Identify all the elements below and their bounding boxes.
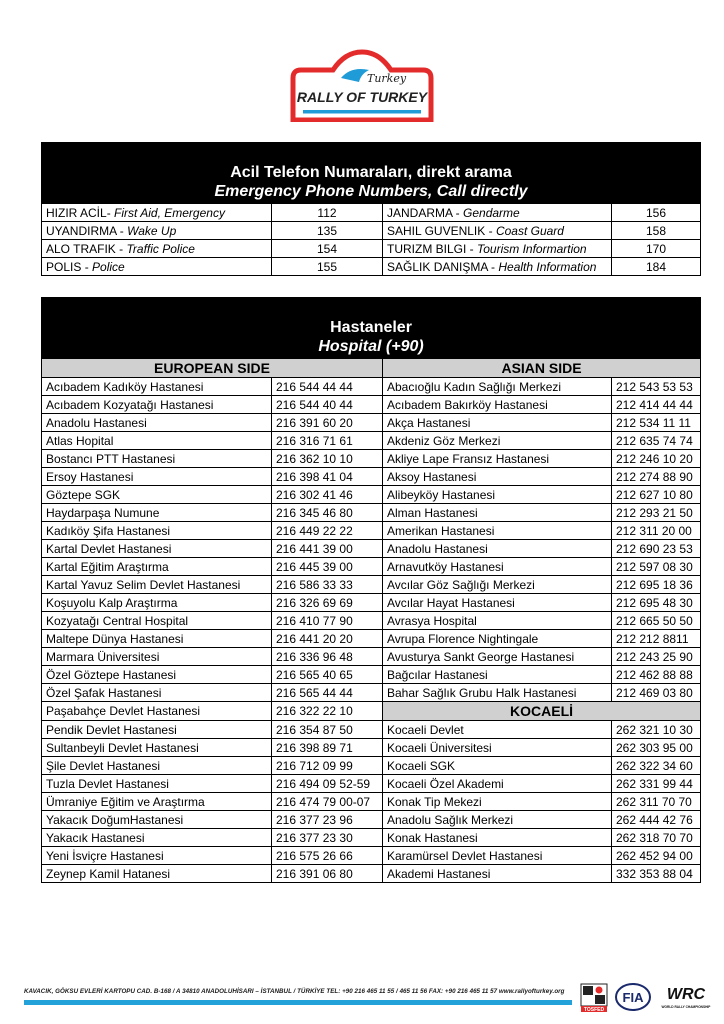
hospital-row: [42, 486, 701, 504]
hospital-row: [42, 612, 701, 630]
european-hospital-name: Koşuyolu Kalp Araştırma: [42, 594, 272, 612]
emergency-number: 154: [272, 240, 383, 258]
service-name-en: Gendarme: [463, 205, 520, 220]
service-separator: -: [487, 259, 499, 274]
asian-hospital-name: Arnavutköy Hastanesi: [383, 558, 612, 576]
european-hospital-name: Pendik Devlet Hastanesi: [42, 721, 272, 739]
emergency-number: 112: [272, 204, 383, 222]
european-hospital-phone: 216 326 69 69: [272, 594, 383, 612]
asian-hospital-phone: 212 469 03 80: [612, 684, 701, 702]
service-separator: -: [452, 205, 464, 220]
hospital-row: [42, 847, 701, 865]
european-hospital-name: Anadolu Hastanesi: [42, 414, 272, 432]
emergency-row: [42, 240, 701, 258]
hospital-row: [42, 684, 701, 702]
asian-hospital-phone: 212 293 21 50: [612, 504, 701, 522]
emergency-row: [42, 204, 701, 222]
european-hospital-name: Göztepe SGK: [42, 486, 272, 504]
emergency-service-label: [42, 240, 272, 258]
hospital-row: [42, 721, 701, 739]
emergency-service-label: [383, 204, 612, 222]
kocaeli-hospital-name: Kocaeli Üniversitesi: [383, 739, 612, 757]
european-hospital-phone: 216 474 79 00-07: [272, 793, 383, 811]
service-separator: -: [485, 223, 496, 238]
kocaeli-hospital-name: Kocaeli Devlet: [383, 721, 612, 739]
kocaeli-hospital-name: Konak Hastanesi: [383, 829, 612, 847]
european-hospital-name: Atlas Hopital: [42, 432, 272, 450]
asian-hospital-name: Amerikan Hastanesi: [383, 522, 612, 540]
asian-hospital-name: Abacıoğlu Kadın Sağlığı Merkezi: [383, 378, 612, 396]
emergency-number: 155: [272, 258, 383, 276]
logo-text: RALLY OF TURKEY: [296, 89, 428, 105]
service-separator: -: [81, 259, 93, 274]
european-hospital-phone: 216 322 22 10: [272, 702, 383, 721]
kocaeli-hospital-phone: 262 331 99 44: [612, 775, 701, 793]
european-hospital-phone: 216 445 39 00: [272, 558, 383, 576]
hospital-row: [42, 468, 701, 486]
asian-hospital-name: Akdeniz Göz Merkezi: [383, 432, 612, 450]
european-hospital-name: Haydarpaşa Numune: [42, 504, 272, 522]
hospital-title-tr: Hastaneler: [330, 319, 412, 336]
hospital-row: [42, 775, 701, 793]
footer-address: KAVACIK, GÖKSU EVLERİ KARTOPU CAD. B-168 / A 34810 ANADOLUHİSARI – İSTANBUL / TÜRKİYE TEL: +90 216 465 11 55 / 465 11 56 FAX: +90 216 465 11 57 www.rallyofturkey.org: [24, 988, 565, 995]
service-name-en: Health Information: [498, 259, 597, 274]
european-hospital-phone: 216 354 87 50: [272, 721, 383, 739]
asian-hospital-phone: 212 243 25 90: [612, 648, 701, 666]
service-separator: -: [116, 223, 128, 238]
asian-hospital-name: Akça Hastanesi: [383, 414, 612, 432]
european-hospital-phone: 216 345 46 80: [272, 504, 383, 522]
hospital-row: [42, 739, 701, 757]
kocaeli-hospital-name: Kocaeli Özel Akademi: [383, 775, 612, 793]
footer-bar: [24, 1000, 572, 1005]
hospital-header: [42, 298, 701, 359]
kocaeli-hospital-phone: 332 353 88 04: [612, 865, 701, 883]
asian-hospital-phone: 212 543 53 53: [612, 378, 701, 396]
kocaeli-hospital-phone: 262 452 94 00: [612, 847, 701, 865]
european-hospital-phone: 216 441 20 20: [272, 630, 383, 648]
kocaeli-hospital-name: Karamürsel Devlet Hastanesi: [383, 847, 612, 865]
fia-logo: [615, 983, 651, 1011]
asian-hospital-phone: 212 212 8811: [612, 630, 701, 648]
asian-hospital-name: Anadolu Hastanesi: [383, 540, 612, 558]
asian-hospital-name: Avrasya Hospital: [383, 612, 612, 630]
asian-hospital-name: Alibeyköy Hastanesi: [383, 486, 612, 504]
kocaeli-hospital-name: Akademi Hastanesi: [383, 865, 612, 883]
kocaeli-header: KOCAELİ: [383, 702, 701, 721]
service-name-en: Wake Up: [127, 223, 177, 238]
european-hospital-name: Kartal Eğitim Araştırma: [42, 558, 272, 576]
european-hospital-name: Maltepe Dünya Hastanesi: [42, 630, 272, 648]
service-name-en: Coast Guard: [495, 223, 564, 238]
hospital-row: [42, 865, 701, 883]
service-name-en: First Aid, Emergency: [114, 205, 225, 220]
tosfed-logo: [580, 983, 608, 1013]
kocaeli-hospital-phone: 262 444 42 76: [612, 811, 701, 829]
hospital-title-en: Hospital (+90): [318, 338, 424, 355]
hospital-row: [42, 829, 701, 847]
wrc-logo: [660, 983, 712, 1011]
svg-text:TOSFED: TOSFED: [583, 1007, 605, 1013]
emergency-row: [42, 258, 701, 276]
service-name-en: Traffic Police: [126, 241, 195, 256]
asian-hospital-phone: 212 665 50 50: [612, 612, 701, 630]
emergency-service-label: [42, 222, 272, 240]
asian-hospital-name: Bahar Sağlık Grubu Halk Hastanesi: [383, 684, 612, 702]
svg-text:WORLD RALLY CHAMPIONSHIP: WORLD RALLY CHAMPIONSHIP: [661, 1005, 711, 1009]
kocaeli-hospital-phone: 262 311 70 70: [612, 793, 701, 811]
european-hospital-phone: 216 712 09 99: [272, 757, 383, 775]
hospital-row: [42, 793, 701, 811]
emergency-service-label: [383, 240, 612, 258]
hospital-row: [42, 576, 701, 594]
asian-hospital-phone: 212 690 23 53: [612, 540, 701, 558]
hospital-row: [42, 378, 701, 396]
service-name-tr: HIZIR ACİL: [46, 205, 107, 220]
asian-hospital-phone: 212 695 48 30: [612, 594, 701, 612]
european-hospital-phone: 216 377 23 30: [272, 829, 383, 847]
hospital-row: [42, 666, 701, 684]
asian-hospital-phone: 212 534 11 11: [612, 414, 701, 432]
hospital-row: [42, 558, 701, 576]
european-hospital-name: Paşabahçe Devlet Hastanesi: [42, 702, 272, 721]
european-hospital-phone: 216 398 89 71: [272, 739, 383, 757]
asian-hospital-name: Akliye Lape Fransız Hastanesi: [383, 450, 612, 468]
european-hospital-phone: 216 441 39 00: [272, 540, 383, 558]
emergency-title-tr: Acil Telefon Numaraları, direkt arama: [230, 164, 512, 181]
emergency-header: [42, 143, 701, 204]
asian-hospital-name: Aksoy Hastanesi: [383, 468, 612, 486]
svg-text:FIA: FIA: [622, 990, 644, 1005]
hospital-row: [42, 630, 701, 648]
logo-script: Turkey: [367, 72, 407, 85]
service-name-tr: SAĞLIK DANIŞMA: [387, 259, 488, 274]
service-name-en: Police: [92, 259, 125, 274]
kocaeli-hospital-phone: 262 303 95 00: [612, 739, 701, 757]
kocaeli-hospital-name: Kocaeli SGK: [383, 757, 612, 775]
asian-hospital-name: Alman Hastanesi: [383, 504, 612, 522]
european-hospital-name: Kozyatağı Central Hospital: [42, 612, 272, 630]
european-hospital-name: Marmara Üniversitesi: [42, 648, 272, 666]
hospital-row: [42, 811, 701, 829]
asian-hospital-name: Bağcılar Hastanesi: [383, 666, 612, 684]
emergency-service-label: [383, 258, 612, 276]
european-hospital-name: Özel Göztepe Hastanesi: [42, 666, 272, 684]
emergency-number: 184: [612, 258, 701, 276]
asian-hospital-phone: 212 311 20 00: [612, 522, 701, 540]
hospital-row: [42, 648, 701, 666]
european-hospital-phone: 216 565 44 44: [272, 684, 383, 702]
european-hospital-phone: 216 565 40 65: [272, 666, 383, 684]
service-separator: -: [466, 241, 478, 256]
service-separator: -: [115, 241, 127, 256]
european-hospital-phone: 216 302 41 46: [272, 486, 383, 504]
kocaeli-hospital-phone: 262 321 10 30: [612, 721, 701, 739]
asian-hospital-phone: 212 462 88 88: [612, 666, 701, 684]
asian-hospital-phone: 212 635 74 74: [612, 432, 701, 450]
emergency-service-label: [383, 222, 612, 240]
european-hospital-phone: 216 362 10 10: [272, 450, 383, 468]
asian-hospital-phone: 212 246 10 20: [612, 450, 701, 468]
service-separator: -: [106, 205, 115, 220]
european-hospital-name: Kartal Devlet Hastanesi: [42, 540, 272, 558]
hospital-row: [42, 540, 701, 558]
european-hospital-name: Sultanbeyli Devlet Hastanesi: [42, 739, 272, 757]
logo-underline: [303, 110, 421, 114]
european-hospital-name: Kadıköy Şifa Hastanesi: [42, 522, 272, 540]
hospital-table: [41, 297, 701, 883]
service-name-tr: ALO TRAFIK: [46, 241, 116, 256]
hospital-row: [42, 702, 701, 721]
service-name-tr: POLIS: [46, 259, 82, 274]
hospital-row: [42, 522, 701, 540]
service-name-tr: SAHIL GUVENLIK: [387, 223, 486, 238]
european-hospital-name: Acıbadem Kadıköy Hastanesi: [42, 378, 272, 396]
european-hospital-phone: 216 391 60 20: [272, 414, 383, 432]
european-hospital-name: Şile Devlet Hastanesi: [42, 757, 272, 775]
emergency-table: [41, 142, 701, 276]
hospital-row: [42, 594, 701, 612]
hospital-row: [42, 396, 701, 414]
asian-hospital-name: Avusturya Sankt George Hastanesi: [383, 648, 612, 666]
european-hospital-phone: 216 377 23 96: [272, 811, 383, 829]
hospital-row: [42, 432, 701, 450]
emergency-number: 158: [612, 222, 701, 240]
european-hospital-name: Yakacık Hastanesi: [42, 829, 272, 847]
emergency-number: 170: [612, 240, 701, 258]
european-hospital-name: Yakacık DoğumHastanesi: [42, 811, 272, 829]
european-hospital-phone: 216 494 09 52-59: [272, 775, 383, 793]
kocaeli-hospital-name: Konak Tip Mekezi: [383, 793, 612, 811]
european-hospital-phone: 216 391 06 80: [272, 865, 383, 883]
european-hospital-name: Tuzla Devlet Hastanesi: [42, 775, 272, 793]
european-side-header: EUROPEAN SIDE: [42, 359, 383, 378]
emergency-row: [42, 222, 701, 240]
european-hospital-phone: 216 336 96 48: [272, 648, 383, 666]
hospital-row: [42, 450, 701, 468]
asian-side-header: ASIAN SIDE: [383, 359, 701, 378]
asian-hospital-phone: 212 627 10 80: [612, 486, 701, 504]
asian-hospital-name: Avrupa Florence Nightingale: [383, 630, 612, 648]
emergency-title-en: Emergency Phone Numbers, Call directly: [214, 183, 528, 200]
european-hospital-phone: 216 410 77 90: [272, 612, 383, 630]
asian-hospital-name: Avcılar Hayat Hastanesi: [383, 594, 612, 612]
european-hospital-name: Ersoy Hastanesi: [42, 468, 272, 486]
service-name-tr: JANDARMA: [387, 205, 453, 220]
european-hospital-phone: 216 544 44 44: [272, 378, 383, 396]
european-hospital-name: Bostancı PTT Hastanesi: [42, 450, 272, 468]
hospital-row: [42, 757, 701, 775]
kocaeli-hospital-phone: 262 322 34 60: [612, 757, 701, 775]
european-hospital-phone: 216 316 71 61: [272, 432, 383, 450]
european-hospital-name: Özel Şafak Hastanesi: [42, 684, 272, 702]
european-hospital-phone: 216 586 33 33: [272, 576, 383, 594]
service-name-en: Tourism Informartion: [477, 241, 587, 256]
asian-hospital-phone: 212 695 18 36: [612, 576, 701, 594]
asian-hospital-phone: 212 274 88 90: [612, 468, 701, 486]
rally-of-turkey-logo: [289, 48, 435, 122]
asian-hospital-phone: 212 597 08 30: [612, 558, 701, 576]
hospital-row: [42, 504, 701, 522]
asian-hospital-phone: 212 414 44 44: [612, 396, 701, 414]
asian-hospital-name: Acıbadem Bakırköy Hastanesi: [383, 396, 612, 414]
kocaeli-hospital-name: Anadolu Sağlık Merkezi: [383, 811, 612, 829]
european-hospital-phone: 216 398 41 04: [272, 468, 383, 486]
european-hospital-name: Kartal Yavuz Selim Devlet Hastanesi: [42, 576, 272, 594]
service-name-tr: TURIZM BILGI: [387, 241, 467, 256]
service-name-tr: UYANDIRMA: [46, 223, 117, 238]
european-hospital-phone: 216 575 26 66: [272, 847, 383, 865]
european-hospital-name: Ümraniye Eğitim ve Araştırma: [42, 793, 272, 811]
european-hospital-name: Yeni İsviçre Hastanesi: [42, 847, 272, 865]
european-hospital-phone: 216 449 22 22: [272, 522, 383, 540]
emergency-service-label: [42, 258, 272, 276]
european-hospital-name: Zeynep Kamil Hatanesi: [42, 865, 272, 883]
emergency-number: 135: [272, 222, 383, 240]
hospital-row: [42, 414, 701, 432]
emergency-service-label: [42, 204, 272, 222]
european-hospital-phone: 216 544 40 44: [272, 396, 383, 414]
svg-text:WRC: WRC: [666, 986, 706, 1003]
emergency-number: 156: [612, 204, 701, 222]
european-hospital-name: Acıbadem Kozyatağı Hastanesi: [42, 396, 272, 414]
asian-hospital-name: Avcılar Göz Sağlığı Merkezi: [383, 576, 612, 594]
kocaeli-hospital-phone: 262 318 70 70: [612, 829, 701, 847]
